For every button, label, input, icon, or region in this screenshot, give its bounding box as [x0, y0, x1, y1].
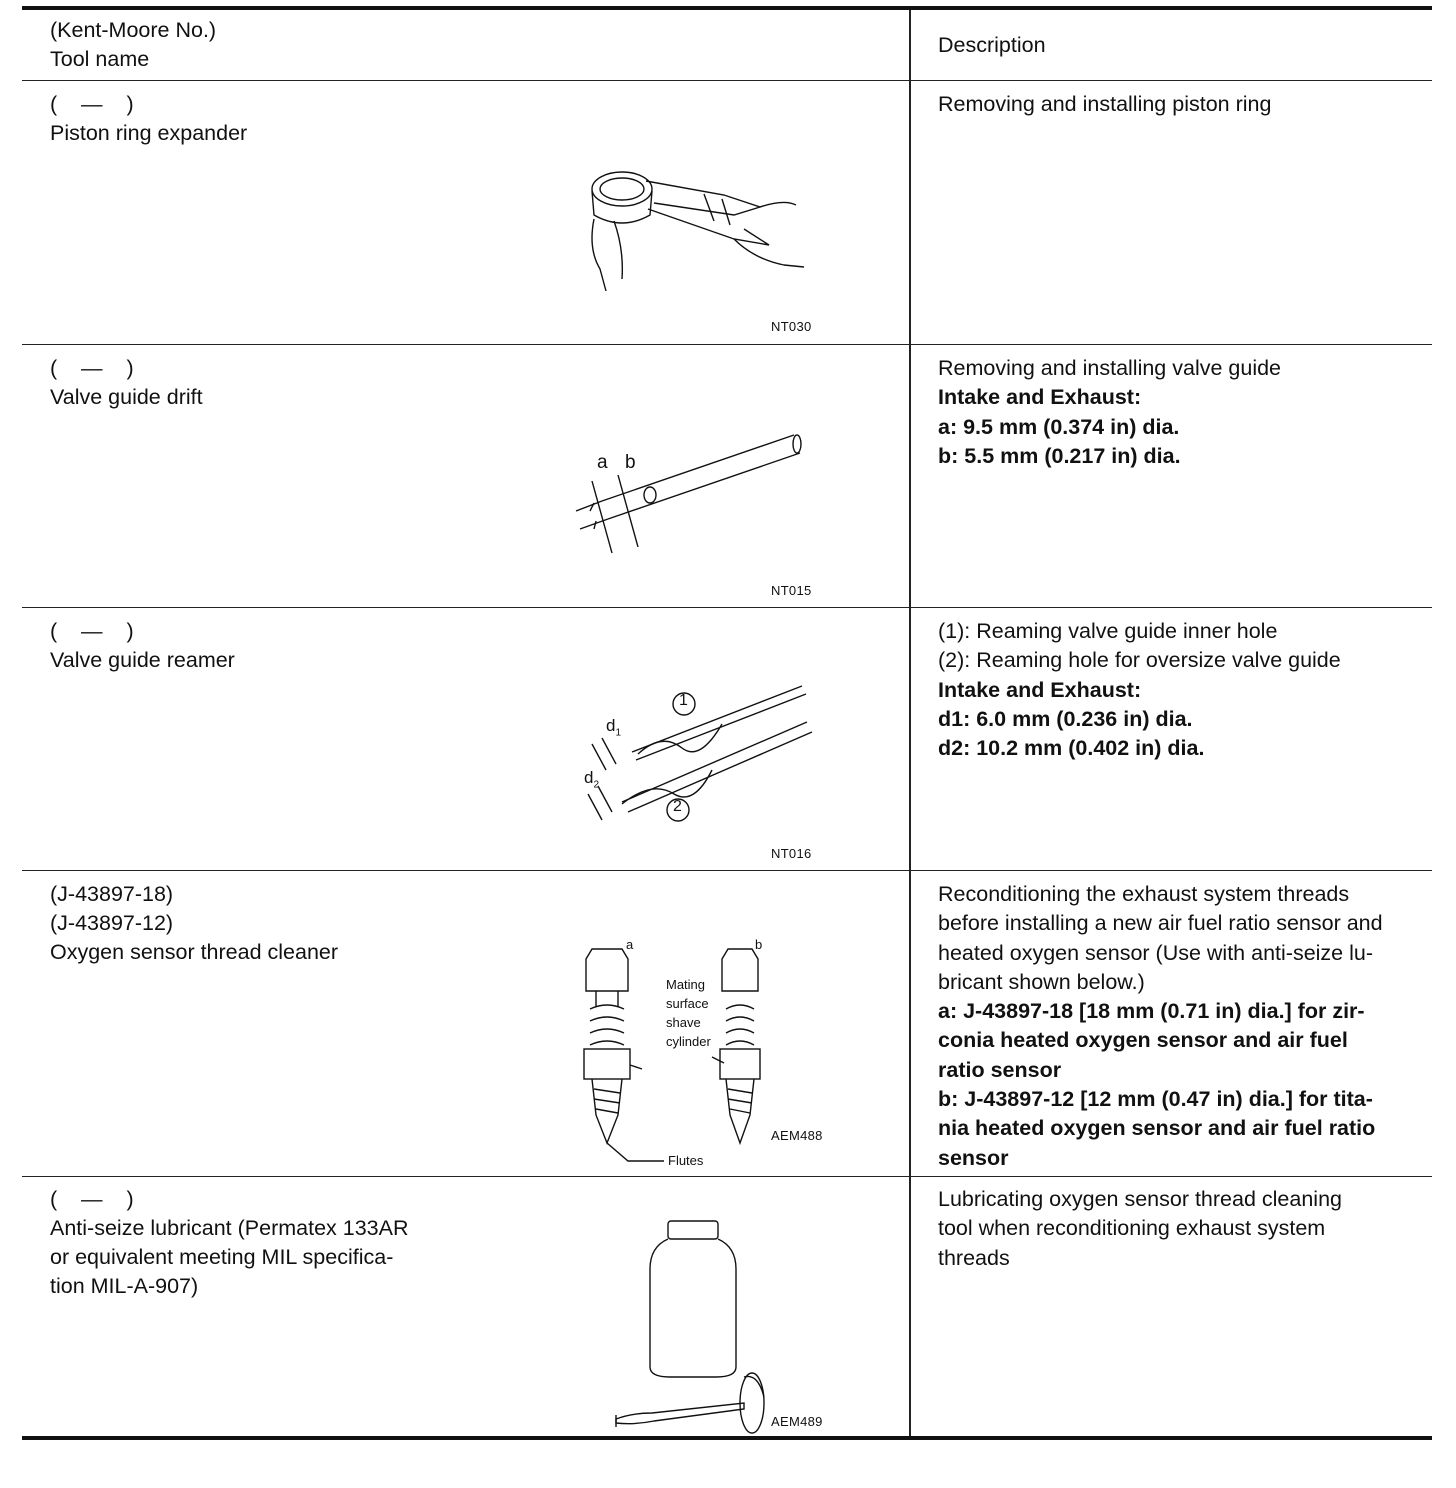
table-header-row — [22, 10, 1432, 81]
tool-name: Valve guide drift — [50, 385, 203, 409]
label-d2: $d_2$ — [584, 768, 600, 791]
tool-description: Removing and installing valve guide Intake and Exhaust: a: 9.5 mm (0.374 in) dia. b: 5.5 mm (0.217 in) dia. — [938, 356, 1282, 468]
tool-description: (1): Reaming valve guide inner hole (2): Reaming hole for oversize valve guide Intake and Exhaust: d1: 6.0 mm (0.236 in) dia. d2: 10.2 mm (0.402 in) dia. — [938, 619, 1341, 761]
label-2: 2 — [673, 798, 682, 815]
figure-code: NT015 — [771, 583, 812, 598]
tool-description: Removing and installing piston ring — [938, 92, 1272, 116]
kent-moore-number: ( — ) — [50, 1187, 134, 1211]
figure-code: AEM489 — [771, 1414, 823, 1429]
valve-guide-reamer-illustration — [562, 674, 822, 834]
kent-moore-number: ( — ) — [50, 92, 134, 116]
kent-moore-number: ( — ) — [50, 356, 134, 380]
tool-name: Anti-seize lubricant (Permatex 133AR — [50, 1216, 409, 1240]
label-b: b — [755, 937, 763, 952]
tool-description: Lubricating oxygen sensor thread cleaning tool when reconditioning exhaust system threads — [938, 1187, 1342, 1270]
table-row — [22, 608, 1432, 871]
table-row — [22, 871, 1432, 1177]
tool-name: tion MIL-A-907) — [50, 1274, 199, 1298]
valve-guide-drift-illustration — [572, 423, 812, 558]
tool-name: Valve guide reamer — [50, 648, 235, 672]
kent-moore-number: (J-43897-18) — [50, 882, 174, 906]
tool-name: Piston ring expander — [50, 121, 248, 145]
anti-seize-lubricant-illustration — [612, 1217, 792, 1427]
table-row — [22, 1177, 1432, 1440]
tool-name: or equivalent meeting MIL specifica- — [50, 1245, 394, 1269]
label-a: a — [626, 937, 634, 952]
header-kent-moore: (Kent-Moore No.) — [50, 18, 217, 42]
label-flutes: Flutes — [668, 1153, 704, 1168]
label-a: a — [597, 452, 608, 473]
label-b: b — [625, 452, 636, 473]
kent-moore-number: ( — ) — [50, 619, 134, 643]
figure-code: NT030 — [771, 319, 812, 334]
table-row — [22, 81, 1432, 345]
tool-name: Oxygen sensor thread cleaner — [50, 940, 339, 964]
piston-ring-expander-illustration — [584, 159, 804, 294]
label-d1: $d_1$ — [606, 716, 622, 739]
label-mating-surface: Mating surface shave cylinder — [666, 977, 711, 1049]
kent-moore-number: (J-43897-12) — [50, 911, 174, 935]
tool-description: Reconditioning the exhaust system threads before installing a new air fuel ratio sensor and heated oxygen sensor (Use with anti-seize lu- bricant shown below.) a: J-43897-18 [18 mm (0.71 in) dia.] for zir- conia heated oxygen sensor and air fuel ratio sensor b: J-43897-12 [12 mm (0.47 in) dia.] for tita- nia heated oxygen sensor and air fuel ratio sensor — [938, 882, 1383, 1170]
header-description: Description — [938, 33, 1046, 57]
figure-code: AEM488 — [771, 1128, 823, 1143]
label-1: 1 — [679, 692, 688, 709]
table-row — [22, 345, 1432, 608]
figure-code: NT016 — [771, 846, 812, 861]
header-tool-name: Tool name — [50, 47, 150, 71]
